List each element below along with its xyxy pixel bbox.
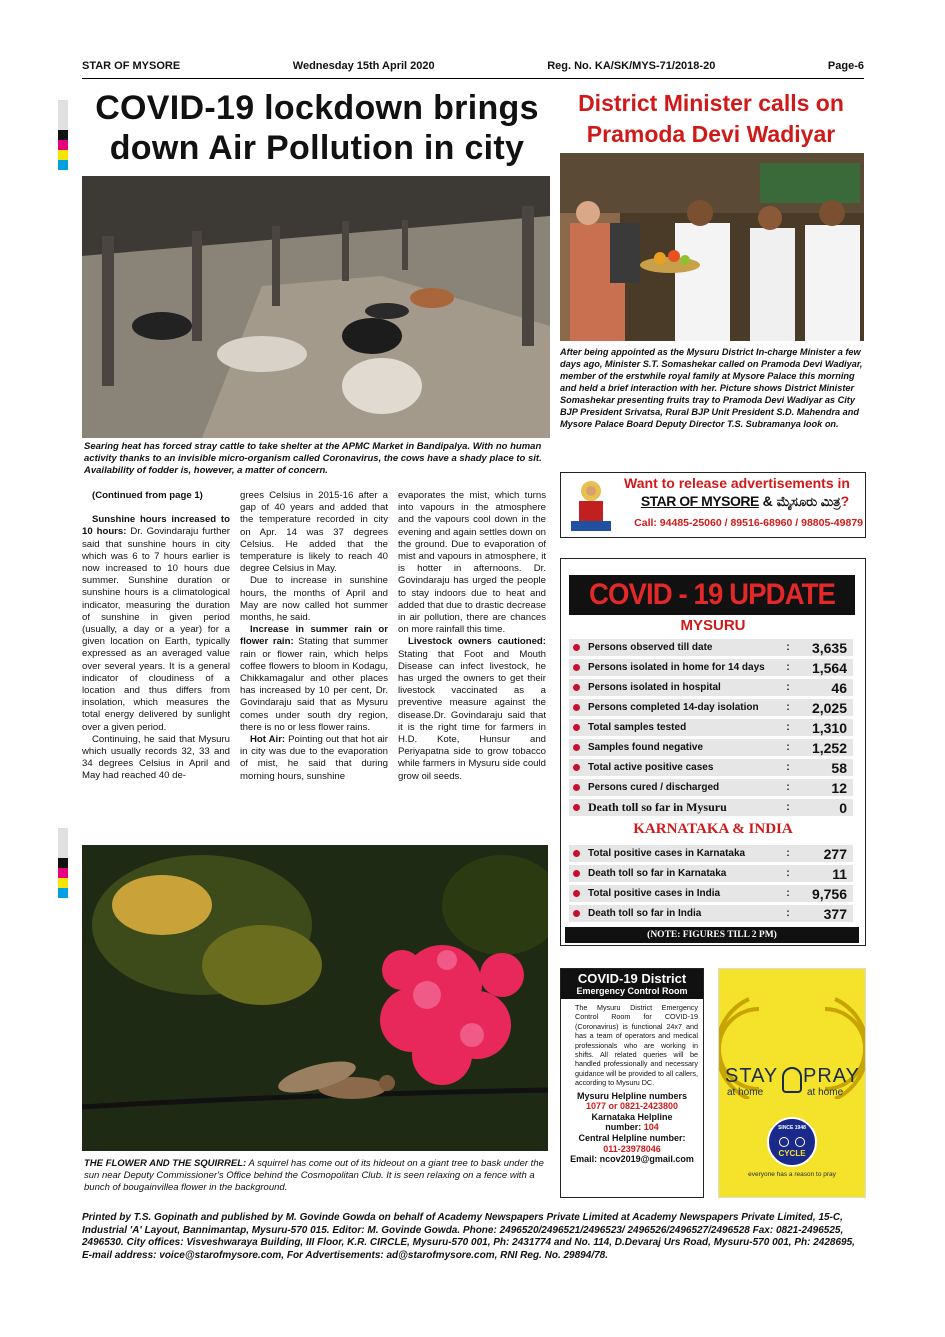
stat-colon: : <box>786 722 790 733</box>
stat-value: 1,310 <box>811 719 847 736</box>
stat-label: Death toll so far in India <box>588 908 702 919</box>
cycle-text: CYCLE <box>778 1149 806 1158</box>
paper-name: STAR OF MYSORE <box>82 60 181 72</box>
bullet-icon <box>573 850 580 857</box>
stay-word: STAY <box>725 1065 779 1087</box>
stat-colon: : <box>786 888 790 899</box>
bullet-icon <box>573 910 580 917</box>
stat-row <box>569 865 853 882</box>
stat-row <box>569 845 853 862</box>
stat-row <box>569 799 853 816</box>
paragraph: Dr. Govindaraju further said that sunshine hours in city which was 6 to 7 hours earlier is now increased to 10 hours due summer. Sunshine duration or sunshine hours is a climatological indicator, measuring the duration of sunshine in given period (usually, a day or a year) for a given location on Earth, typically expressed as an averaged value over several years. It is a general indicator of cloudiness of a location and thus differs from insolation, which measures the total energy delivered by sunlight over a given period. <box>82 526 230 733</box>
since-text: SINCE 1948 <box>778 1125 806 1131</box>
bicycle-icon <box>779 1135 805 1145</box>
mascot-icon <box>565 477 617 533</box>
bulb-icon <box>782 1067 802 1093</box>
stay-pray-advert <box>718 968 866 1198</box>
cycle-logo <box>767 1117 817 1167</box>
mysuru-helpline-label: Mysuru Helpline numbers <box>576 1090 688 1101</box>
stat-label: Total positive cases in Karnataka <box>588 848 746 859</box>
control-room-box <box>560 968 704 1198</box>
cattle-photo <box>82 176 550 438</box>
stat-label: Total samples tested <box>588 722 687 733</box>
article-column-3 <box>398 490 546 783</box>
paragraph: Pointing out that hot air in city was due to the evaporation of mist, he said that during morning hours, sunshine <box>240 734 388 782</box>
paragraph: Stating that summer rain or flower rain, which helps coffee flowers to bloom in Kodagu, Chikkamagalur and other places has increased by 10 per cent, Dr. Govindaraju said that as Mysuru comes under south dry region, there is no or less flower rains. <box>240 636 388 733</box>
note-text: (NOTE: FIGURES TILL 2 PM) <box>647 930 777 940</box>
stat-row <box>569 659 853 676</box>
stat-colon: : <box>786 702 790 713</box>
registration-marks-top <box>58 100 68 175</box>
paragraph: Continuing, he said that Mysuru which usually records 32, 33 and 34 degrees Celsius in April and May had reached 40 de- <box>82 733 230 782</box>
minister-headline: District Minister calls on Pramoda Devi Wadiyar <box>578 90 844 147</box>
stat-label: Samples found negative <box>588 742 704 753</box>
bullet-icon <box>573 784 580 791</box>
stat-value: 58 <box>831 759 847 776</box>
minister-photo-caption: After being appointed as the Mysuru District In-charge Minister a few days ago, Minister S.T. Somashekar called on Pramoda Devi Wadiyar, member of the erstwhile royal family at Mysore Palace this morning and held a brief interaction with her. Picture shows District Minister Somashekar presenting fruits tray to Pramoda Devi Wadiyar as City BJP President Srivatsa, Rural BJP Unit President S.D. Mahendra and Mysore Palace Board Deputy Director T.S. Subramanya look on. <box>560 347 863 429</box>
stat-row <box>569 759 853 776</box>
control-room-title: COVID-19 District <box>577 971 687 986</box>
stat-value: 9,756 <box>811 885 847 902</box>
reg-number: Reg. No. KA/SK/MYS-71/2018-20 <box>547 60 716 72</box>
registration-marks-bottom <box>58 828 68 903</box>
stat-label: Total positive cases in India <box>588 888 721 899</box>
brand-kannada: ಮೈಸೂರು ಮಿತ್ರ <box>776 494 841 509</box>
stat-row <box>569 905 853 922</box>
karnataka-helpline-number: 104 <box>643 1122 659 1133</box>
issue-date: Wednesday 15th April 2020 <box>292 60 435 72</box>
stat-value: 3,635 <box>811 639 847 656</box>
stat-row <box>569 699 853 716</box>
stat-row <box>569 679 853 696</box>
paragraph: grees Celsius in 2015-16 after a gap of 40 years and added that the temperature recorded in city on Apr. 14 was 37 degrees Celsius. He added that the temperature is likely to reach 40 degree Celsius in May. <box>240 490 388 575</box>
covid-title-bar <box>569 575 855 615</box>
stat-value: 2,025 <box>811 699 847 716</box>
stat-value: 377 <box>823 905 847 922</box>
bullet-icon <box>573 744 580 751</box>
control-room-header <box>561 969 703 999</box>
stat-row <box>569 779 853 796</box>
stat-value: 12 <box>831 779 847 796</box>
advert-line1: Want to release advertisements in <box>624 475 850 491</box>
bullet-icon <box>573 724 580 731</box>
bullet-icon <box>573 704 580 711</box>
email-address[interactable]: ncov2019@gmail.com <box>599 1154 694 1165</box>
lead-headline: COVID-19 lockdown brings down Air Pollution in city <box>95 89 539 167</box>
stat-colon: : <box>786 682 790 693</box>
stat-colon: : <box>786 848 790 859</box>
central-helpline-label: Central Helpline number: <box>578 1133 686 1144</box>
bullet-icon <box>573 764 580 771</box>
karnataka-helpline-label: Karnataka Helpline <box>591 1111 673 1122</box>
bullet-icon <box>573 870 580 877</box>
stat-row <box>569 639 853 656</box>
stat-label: Persons completed 14-day isolation <box>588 702 759 713</box>
article-column-1 <box>82 490 230 783</box>
mysuru-helpline-number: 1077 or 0821-2423800 <box>585 1101 679 1112</box>
at-home-1: at home <box>727 1087 764 1098</box>
covid-title: COVID - 19 UPDATE <box>588 578 836 611</box>
paragraph: evaporates the mist, which turns into vapours in the atmosphere and the vapours cool down in the evening and again settles down on the ground. Due to evaporation of mist and vapours in atmosphere, it is hotter in afternoons. Dr. Govindaraju has urged the people to stay indoors due to heat and added that due to drastic decrease in air pollution, there are chances on more rainfall this time. <box>398 490 546 636</box>
stat-value: 11 <box>832 865 847 882</box>
subhead-sunshine: Sunshine hours increased to 10 hours: <box>82 514 230 538</box>
stat-value: 0 <box>839 799 847 816</box>
stat-label: Persons isolated in home for 14 days <box>588 662 765 673</box>
page-header <box>82 60 864 79</box>
control-room-body: The Mysuru District Emergency Control Room for COVID-19 (Coronavirus) is functional 24x7 and has a team of operators and medical professionals who are working in shifts. All related queries will be handled professionally and necessary guidance will be provided to all callers, according to Mysuru DC. <box>575 1003 698 1088</box>
subhead-summer-rain: Increase in summer rain or flower rain: <box>240 624 388 648</box>
control-room-subtitle: Emergency Control Room <box>576 986 688 996</box>
helplines <box>561 1091 703 1165</box>
stat-row <box>569 739 853 756</box>
note-bar <box>565 927 859 943</box>
central-helpline-number: 011-23978046 <box>603 1143 661 1154</box>
at-home-2: at home <box>807 1087 844 1098</box>
bullet-icon <box>573 664 580 671</box>
minister-photo <box>560 153 864 341</box>
stat-value: 277 <box>823 845 847 862</box>
stat-value: 46 <box>831 679 847 696</box>
karnataka-india-label: KARNATAKA & INDIA <box>633 821 793 837</box>
subhead-livestock: Livestock owners cautioned: <box>408 636 546 648</box>
advert-phone: Call: 94485-25060 / 89516-68960 / 98805-49879 <box>634 517 863 529</box>
stat-label: Persons observed till date <box>588 642 713 653</box>
flower-photo-caption <box>84 1158 548 1194</box>
subhead-hot-air: Hot Air: <box>250 734 286 746</box>
paragraph: Stating that Foot and Mouth Disease can infect livestock, he has urged the owners to get their livestock vaccinated as a preventive measure against the disease.Dr. Govindaraju said that it is the right time for farmers in H.D. Kote, Hunsur and Periyapatna side to grow tobacco while farmers in Mysuru side could grow oil seeds. <box>398 648 546 782</box>
stat-label: Persons isolated in hospital <box>588 682 721 693</box>
stat-label: Total active positive cases <box>588 762 714 773</box>
bullet-icon <box>573 644 580 651</box>
tagline: everyone has a reason to pray <box>748 1171 836 1178</box>
flower-squirrel-photo <box>82 845 548 1151</box>
bullet-icon <box>573 804 580 811</box>
stat-colon: : <box>786 908 790 919</box>
imprint-footer: Printed by T.S. Gopinath and published by M. Govinde Gowda on behalf of Academy Newspapers Private Limited at Academy Newspapers Private Limited, 15-C, Industrial 'A' Layout, Bannimantap, Mysuru-570 015. Editor: M. Govinde Gowda. Phone: 2496520/2496521/2496523/ 2496526/2496527/2496528 Fax: 0821-2496525, 2496530. City offices: Visveshwaraya Building, III Floor, K.R. CIRCLE, Mysuru-570 001, Ph: 2431774 and No. 114, D.Devaraj Urs Road, Mysuru-570 001, Ph: 2428695, E-mail address: voice@starofmysore.com, For Advertisements: ad@starofmysore.com, RNI Reg. No. 29894/78. <box>82 1212 855 1261</box>
stat-value: 1,564 <box>811 659 847 676</box>
stat-colon: : <box>786 742 790 753</box>
stat-row <box>569 885 853 902</box>
advertisement-box <box>560 472 866 538</box>
bullet-icon <box>573 684 580 691</box>
stat-colon: : <box>786 782 790 793</box>
cattle-photo-caption: Searing heat has forced stray cattle to take shelter at the APMC Market in Bandipalya. With no human activity thanks to an invisible micro-organism called Coronavirus, the cows have a shady place to sit. Availability of fodder is, however, a matter of concern. <box>84 441 542 476</box>
stat-colon: : <box>786 662 790 673</box>
email-label: Email: <box>570 1154 598 1165</box>
continued-note: (Continued from page 1) <box>92 490 203 501</box>
stat-colon: : <box>786 762 790 773</box>
article-column-2 <box>240 490 388 783</box>
stat-label: Persons cured / discharged <box>588 782 720 793</box>
mysuru-label: MYSURU <box>680 617 746 634</box>
paragraph: Due to increase in sunshine hours, the months of April and May are now called hot summer months, he said. <box>240 575 388 624</box>
brand-som: STAR OF MYSORE <box>640 493 759 509</box>
stat-label: Death toll so far in Karnataka <box>588 868 727 879</box>
brand-q: ? <box>840 493 850 509</box>
pray-word: PRAY <box>803 1065 860 1087</box>
stat-value: 1,252 <box>811 739 847 756</box>
brand-amp: & <box>762 493 773 509</box>
page-number: Page-6 <box>827 60 864 72</box>
stat-colon: : <box>786 802 790 813</box>
bullet-icon <box>573 890 580 897</box>
covid-update-box <box>560 558 866 946</box>
stat-colon: : <box>786 642 790 653</box>
stat-label: Death toll so far in Mysuru <box>588 800 727 814</box>
karnataka-helpline-label2: number: <box>605 1122 642 1133</box>
advert-brands <box>627 493 863 510</box>
stat-colon: : <box>786 868 790 879</box>
caption-text: A squirrel has come out of its hideout on a giant tree to bask under the sun near Deputy Commissioner's Office behind the Cosmopolitan Club. It is seen relaxing on a fence with a bunch of bougainvillea flower in the background. <box>84 1158 544 1193</box>
stat-row <box>569 719 853 736</box>
caption-head: THE FLOWER AND THE SQUIRREL: <box>84 1158 247 1169</box>
